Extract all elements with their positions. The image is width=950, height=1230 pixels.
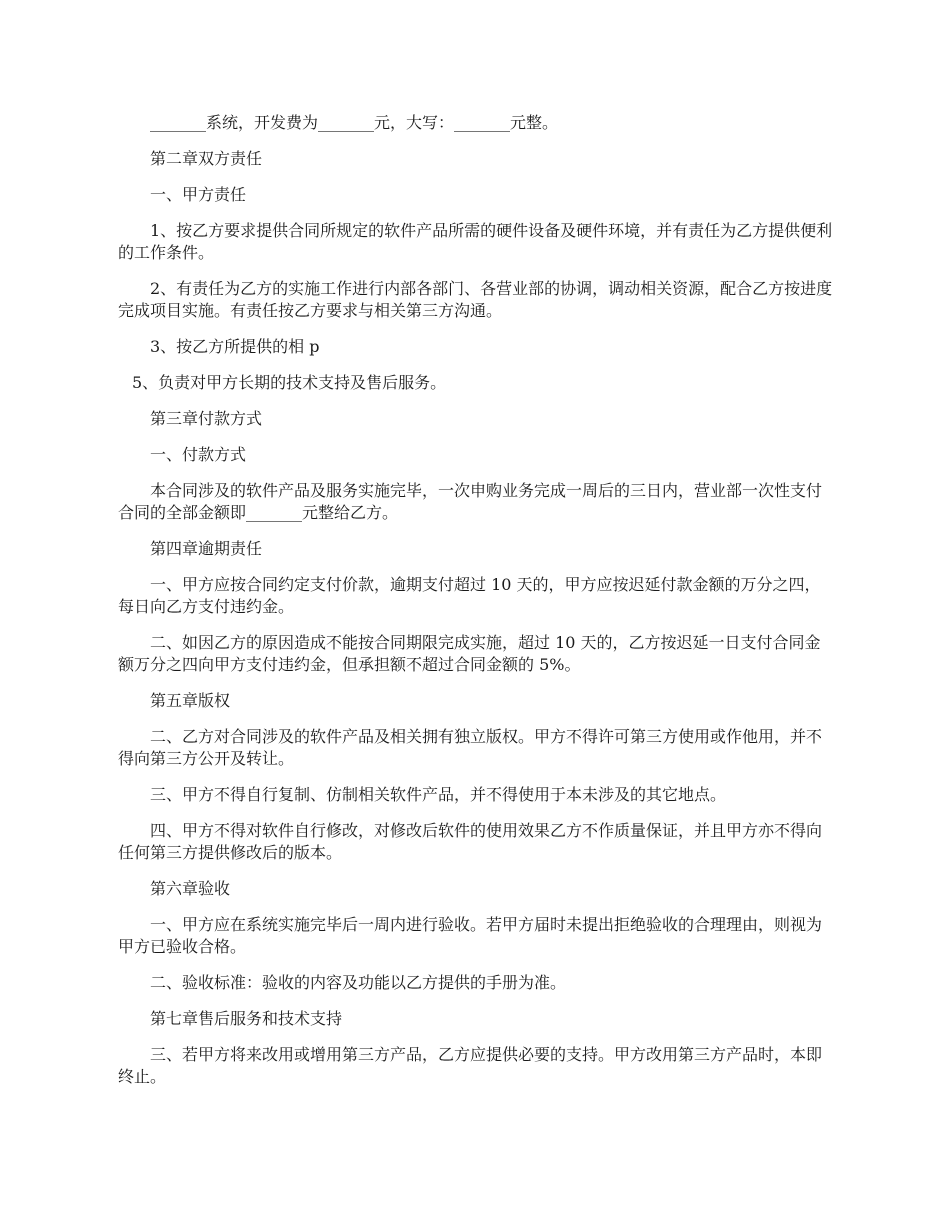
party-b-duty-5: 5、负责对甲方长期的技术支持及售后服务。 [132, 373, 447, 392]
chapter-5-heading: 第五章版权 [150, 691, 231, 710]
chapter-6-heading: 第六章验收 [150, 879, 231, 898]
party-a-duty-2: 2、有责任为乙方的实施工作进行内部各部门、各营业部的协调，调动相关资源，配合乙方按进度完成项目实施。有责任按乙方要求与相关第三方沟通。 [118, 279, 833, 320]
chapter-3-heading: 第三章付款方式 [150, 409, 263, 428]
party-a-duty-3: 3、按乙方所提供的相 p [150, 337, 320, 356]
overdue-clause-1: 一、甲方应按合同约定支付价款，逾期支付超过 10 天的，甲方应按迟延付款金额的万分之四，每日向乙方支付违约金。 [118, 575, 821, 616]
copyright-clause-3: 三、甲方不得自行复制、仿制相关软件产品，并不得使用于本未涉及的其它地点。 [150, 785, 727, 804]
support-clause-3: 三、若甲方将来改用或增用第三方产品，乙方应提供必要的支持。甲方改用第三方产品时，本即终止。 [118, 1045, 823, 1086]
payment-clause: 本合同涉及的软件产品及服务实施完毕，一次申购业务完成一周后的三日内，营业部一次性支付合同的全部金额即_______元整给乙方。 [118, 481, 823, 522]
copyright-clause-4: 四、甲方不得对软件自行修改，对修改后软件的使用效果乙方不作质量保证，并且甲方亦不得向任何第三方提供修改后的版本。 [118, 821, 823, 862]
payment-method-heading: 一、付款方式 [150, 445, 247, 464]
party-a-duty-1: 1、按乙方要求提供合同所规定的软件产品所需的硬件设备及硬件环境，并有责任为乙方提供便利的工作条件。 [118, 221, 833, 262]
acceptance-clause-1: 一、甲方应在系统实施完毕后一周内进行验收。若甲方届时未提出拒绝验收的合理理由，则视为甲方已验收合格。 [118, 915, 823, 956]
document-body [118, 112, 834, 1102]
chapter-7-heading: 第七章售后服务和技术支持 [150, 1009, 343, 1028]
chapter-2-heading: 第二章双方责任 [150, 149, 263, 168]
chapter-4-heading: 第四章逾期责任 [150, 539, 263, 558]
acceptance-clause-2: 二、验收标准：验收的内容及功能以乙方提供的手册为准。 [150, 973, 567, 992]
fee-clause: _______系统，开发费为_______元，大写：_______元整。 [150, 113, 559, 132]
overdue-clause-2: 二、如因乙方的原因造成不能按合同期限完成实施，超过 10 天的，乙方按迟延一日支付合同金额万分之四向甲方支付违约金，但承担额不超过合同金额的 5%。 [118, 633, 821, 674]
party-a-duty-heading: 一、甲方责任 [150, 185, 247, 204]
copyright-clause-2: 二、乙方对合同涉及的软件产品及相关拥有独立版权。甲方不得许可第三方使用或作他用，并不得向第三方公开及转让。 [118, 727, 823, 768]
